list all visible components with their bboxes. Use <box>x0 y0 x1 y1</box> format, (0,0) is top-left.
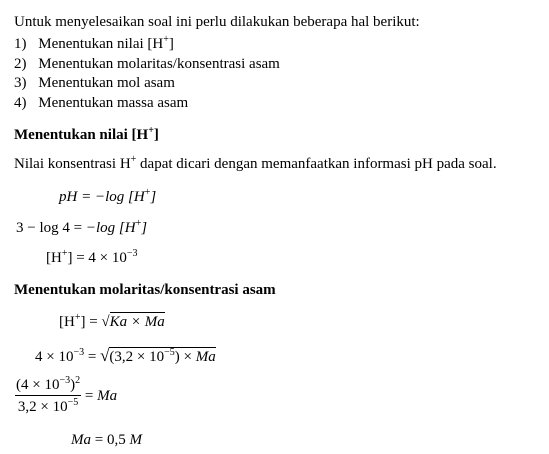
equation-sqrt-values <box>35 347 216 366</box>
list-number: 4) <box>14 95 27 111</box>
list-item <box>14 55 280 73</box>
list-text: Menentukan massa asam <box>38 95 189 111</box>
list-number: 2) <box>14 56 27 72</box>
list-text: Menentukan molaritas/konsentrasi asam <box>38 56 280 72</box>
math-expr: ] = 4 × 10 <box>67 250 127 266</box>
heading-text: Menentukan nilai [H <box>14 127 149 143</box>
sqrt-icon: √ <box>100 346 110 365</box>
radicand-part: (3,2 × 10 <box>109 349 165 365</box>
math-expr: −log [H <box>85 220 136 236</box>
exponent: 2 <box>75 375 81 386</box>
equation-log <box>16 219 147 237</box>
math-var: Ma <box>71 432 91 448</box>
equals: = <box>81 388 98 404</box>
radicand: Ka × Ma <box>109 314 165 330</box>
math-expr: = 0,5 <box>91 432 130 448</box>
numerator-part: (4 × 10 <box>16 377 60 393</box>
list-text: Menentukan nilai [H <box>38 36 164 52</box>
sqrt-symbol: ] = √ <box>80 314 110 330</box>
math-expr: [H <box>46 250 62 266</box>
superscript: + <box>130 154 137 165</box>
equation-sqrt <box>59 313 165 331</box>
list-text: Menentukan mol asam <box>38 75 175 91</box>
math-expr: 4 × 10 <box>35 349 74 365</box>
list-text-end: ] <box>168 36 174 52</box>
exponent: −3 <box>73 347 85 358</box>
superscript: + <box>163 34 169 45</box>
fraction <box>15 376 81 416</box>
equation-h-value <box>46 249 138 267</box>
superscript: + <box>135 218 142 229</box>
list-number: 3) <box>14 75 27 91</box>
equals: = <box>84 349 101 365</box>
math-var: pH <box>59 189 78 205</box>
unit: M <box>129 432 142 448</box>
numerator <box>15 376 81 396</box>
list-number: 1) <box>14 36 27 52</box>
math-var: Ma <box>195 349 216 365</box>
math-expr-end: ] <box>150 189 157 205</box>
exponent: −3 <box>59 375 71 386</box>
heading-text-end: ] <box>153 127 159 143</box>
superscript: + <box>148 125 154 136</box>
list-item <box>14 74 175 92</box>
section-heading: Menentukan molaritas/konsentrasi asam <box>14 282 276 298</box>
paragraph-text-end: dapat dicari dengan memanfaatkan informasi pH pada soal. <box>136 156 497 172</box>
equation-fraction <box>15 376 117 420</box>
section-heading <box>14 126 159 144</box>
equation-ph <box>59 188 156 206</box>
exponent: −3 <box>126 248 138 259</box>
paragraph <box>14 155 497 173</box>
math-expr: = −log [H <box>81 189 145 205</box>
superscript: + <box>144 187 151 198</box>
math-var: Ma <box>97 388 118 404</box>
math-expr-end: ] <box>141 220 148 236</box>
list-item <box>14 94 188 112</box>
math-expr: [H <box>59 314 75 330</box>
exponent: −5 <box>164 347 175 358</box>
math-expr: 3 − log 4 = <box>16 220 86 236</box>
radicand-part: ) × <box>174 349 196 365</box>
radicand <box>109 347 215 365</box>
numerator-part: ) <box>70 377 76 393</box>
list-item <box>14 35 174 53</box>
equation-result <box>71 431 142 449</box>
denominator-part: 3,2 × 10 <box>17 399 68 415</box>
exponent: −5 <box>67 397 79 408</box>
intro-text: Untuk menyelesaikan soal ini perlu dilakukan beberapa hal berikut: <box>14 14 420 30</box>
denominator <box>15 396 81 416</box>
superscript: + <box>74 312 81 323</box>
paragraph-text: Nilai konsentrasi H <box>14 156 131 172</box>
superscript: + <box>61 248 68 259</box>
